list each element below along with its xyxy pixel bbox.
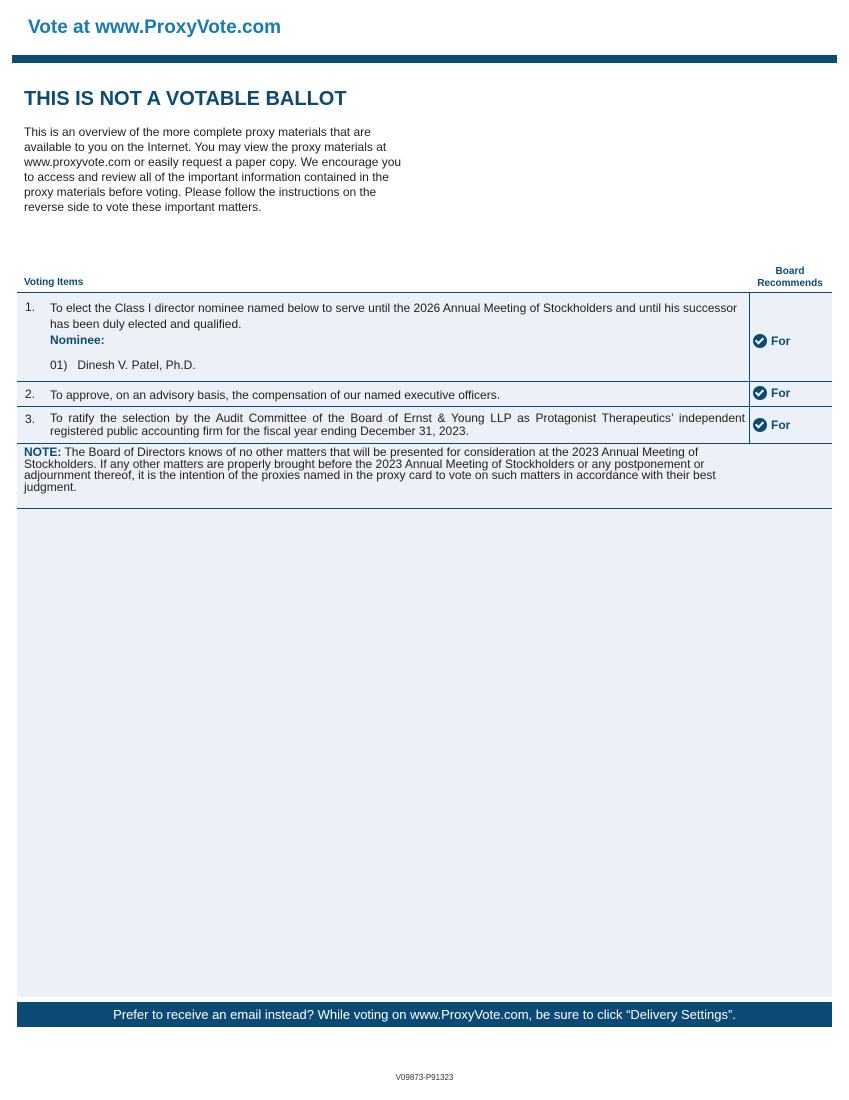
nominee-name: 01) Dinesh V. Patel, Ph.D. <box>50 358 196 372</box>
item-number: 2. <box>25 387 36 401</box>
column-divider <box>749 292 750 443</box>
row-divider <box>17 381 832 382</box>
check-circle-icon <box>753 418 767 432</box>
item-number: 1. <box>25 300 36 314</box>
voting-item-3: To ratify the selection by the Audit Committee of the Board of Ernst & Young LLP as Protagonist Therapeutics’ independent registered public accounting firm for the fiscal year ending December 31, 2023. <box>50 411 745 438</box>
delivery-settings-banner <box>17 1002 832 1027</box>
header-rule <box>12 55 837 63</box>
vote-site-title: Vote at www.ProxyVote.com <box>28 17 282 38</box>
recommendation-label: For <box>771 418 791 432</box>
voting-item-2: To approve, on an advisory basis, the compensation of our named executive officers. <box>50 388 501 402</box>
row-divider <box>17 406 832 407</box>
table-top-rule <box>17 292 832 293</box>
board-header-line2: Recommends <box>757 278 823 289</box>
check-circle-icon <box>753 386 767 400</box>
note-text: The Board of Directors knows of no other matters that will be presented for consideration at the 2023 Annual Meeting of Stockholders. If any other matters are properly brought before the 2023 Annual Meeting of Stockholders or any postponement or adjournment thereof, it is the intention of the proxies named in the proxy card to vote on such matters in accordance with their best judgment. <box>24 445 716 494</box>
recommendation-item-1 <box>753 334 790 348</box>
row-divider <box>17 443 832 444</box>
page-title: THIS IS NOT A VOTABLE BALLOT <box>24 88 347 110</box>
voting-item-1 <box>50 300 745 373</box>
board-header-line1: Board <box>775 266 805 277</box>
note-label: NOTE: <box>24 445 62 459</box>
recommendation-label: For <box>771 334 791 348</box>
item-number: 3. <box>25 412 36 426</box>
note-bottom-rule <box>17 508 832 509</box>
check-circle-icon <box>753 334 767 348</box>
note-paragraph <box>24 447 746 493</box>
nominee-label: Nominee: <box>50 333 105 347</box>
board-recommends-header <box>748 266 832 290</box>
recommendation-item-2 <box>753 386 790 400</box>
banner-text: Prefer to receive an email instead? While voting on www.ProxyVote.com, be sure to click “Delivery Settings”. <box>113 1007 736 1022</box>
intro-paragraph: This is an overview of the more complete proxy materials that are available to you on the Internet. You may view the proxy materials at www.proxyvote.com or easily request a paper copy. We encourage you to access and review all of the important information contained in the proxy materials before voting. Please follow the instructions on the reverse side to vote these important matters. <box>24 125 402 214</box>
recommendation-item-3 <box>753 418 790 432</box>
recommendation-label: For <box>771 386 791 400</box>
item-text: To elect the Class I director nominee named below to serve until the 2026 Annual Meeting of Stockholders and until his successor has been duly elected and qualified. <box>50 301 738 331</box>
document-code: V09873-P91323 <box>395 1073 454 1082</box>
voting-items-header: Voting Items <box>24 277 84 288</box>
